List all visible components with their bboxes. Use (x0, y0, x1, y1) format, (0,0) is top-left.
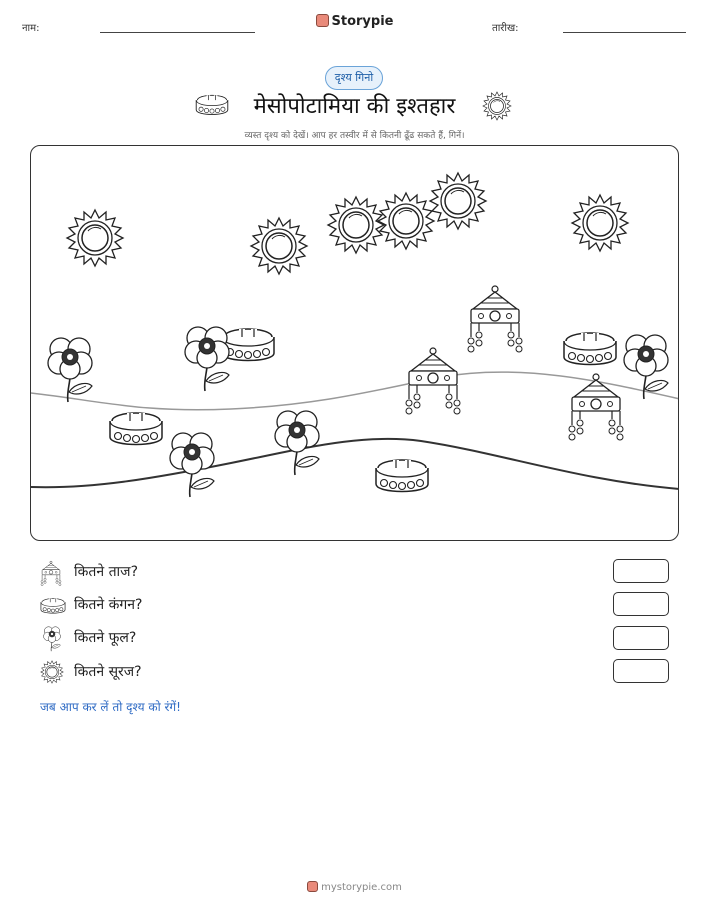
flower-icon (42, 626, 62, 652)
bracelet (564, 333, 616, 365)
sun (572, 195, 628, 251)
question-text: कितने कंगन? (74, 597, 143, 613)
bracelet (110, 413, 162, 445)
bracelet (222, 329, 274, 361)
counting-scene (30, 145, 679, 541)
flower (275, 411, 319, 475)
title-sun-icon (482, 91, 512, 121)
activity-badge: दृश्य गिनो (325, 66, 383, 90)
brand-logo (0, 14, 709, 29)
flower (185, 327, 229, 391)
name-line[interactable] (100, 32, 255, 33)
question-text: कितने फूल? (74, 630, 137, 646)
brand-name: Storypie (331, 14, 394, 29)
sun (67, 210, 123, 266)
footer-url[interactable]: mystorypie.com (321, 882, 402, 893)
flower (624, 335, 668, 399)
date-line[interactable] (563, 32, 686, 33)
answer-box-flowers[interactable] (613, 626, 669, 650)
crown (569, 374, 623, 440)
answer-box-suns[interactable] (613, 659, 669, 683)
sun (378, 193, 434, 249)
answer-box-bracelets[interactable] (613, 592, 669, 616)
flower (170, 433, 214, 497)
crown (468, 286, 522, 352)
sun-icon (40, 660, 64, 684)
page-title: मेसोपोटामिया की इश्तहार (253, 94, 456, 119)
crown-icon (40, 560, 62, 586)
question-text: कितने सूरज? (74, 664, 142, 680)
color-instruction: जब आप कर लें तो दृश्य को रंगें! (40, 700, 181, 714)
flower (48, 338, 92, 402)
answer-box-crowns[interactable] (613, 559, 669, 583)
date-label: तारीख: (492, 23, 519, 34)
name-label: नाम: (22, 23, 40, 34)
sun (251, 218, 307, 274)
storypie-logo-icon (307, 881, 318, 892)
bracelet (376, 460, 428, 492)
bracelet-icon (40, 596, 66, 616)
crown (406, 348, 460, 414)
footer (0, 881, 709, 893)
sun (328, 197, 384, 253)
storypie-logo-icon (316, 14, 329, 27)
question-text: कितने ताज? (74, 564, 139, 580)
instructions: व्यस्त दृश्य को देखें। आप हर तस्वीर में से कितनी ढूँढ सकते हैं, गिनें। (244, 131, 465, 141)
hill-front (31, 439, 679, 489)
sun (430, 173, 486, 229)
